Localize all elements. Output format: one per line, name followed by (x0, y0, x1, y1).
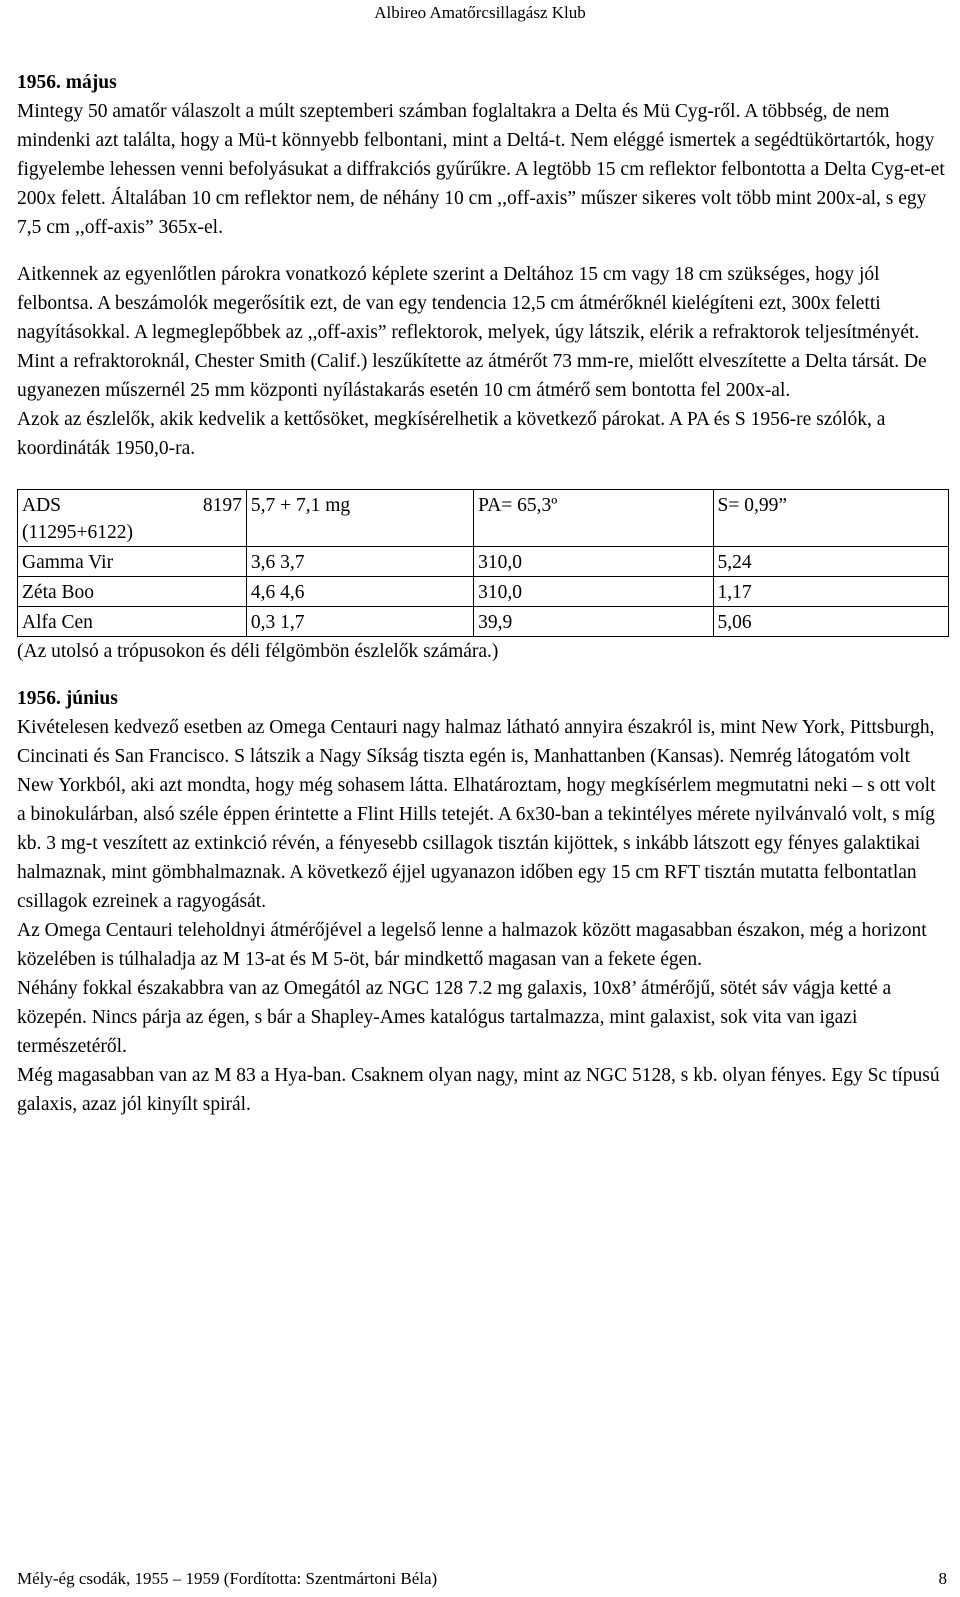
page-header (0, 2, 960, 24)
table-cell-pa: 39,9 (474, 607, 713, 637)
header-title: Albireo Amatőrcsillagász Klub (374, 3, 586, 22)
table-row (18, 577, 949, 607)
footer-text: Mély-ég csodák, 1955 – 1959 (Fordította: Szentmártoni Béla) (17, 1569, 438, 1588)
table-cell-separation: 5,24 (713, 547, 948, 577)
paragraph: Az Omega Centauri teleholdnyi átmérőjével a legelső lenne a halmazok között magasabban északon, még a horizont közelében is túlhaladja az M 13-at és M 5-öt, bár mindkettő magasan van a fekete égen. (17, 920, 927, 970)
table-cell-magnitude: 4,6 4,6 (246, 577, 473, 607)
paragraph: Még magasabban van az M 83 a Hya-ban. Csaknem olyan nagy, mint az NGC 5128, s kb. olyan fényes. Egy Sc típusú galaxis, azaz jól kinyílt spirál. (17, 1065, 940, 1115)
table-row (18, 490, 949, 547)
section-heading-june: 1956. június (17, 688, 118, 709)
table-cell-pa: 310,0 (474, 547, 713, 577)
star-catalog-number: 8197 (202, 495, 242, 516)
table-cell-pa: PA= 65,3º (474, 490, 713, 547)
paragraph: Mintegy 50 amatőr válaszolt a múlt szeptemberi számban foglaltakra a Delta és Mü Cyg-ről. A többség, de nem mindenki azt találta, hogy a Mü-t könnyebb felbontani, mint a Deltá-t. Nem eléggé ismertek a segédtükörtartók, hogy figyelembe lehessen venni befolyásukat a diffrakciós gyűrűkre. A legtöbb 15 cm reflektor felbontotta a Delta Cyg-et-et 200x felett. Általában 10 cm reflektor nem, de néhány 10 cm ,,off-axis” műszer sikeres volt több mint 200x-al, s egy 7,5 cm ,,off-axis” 365x-el. (17, 101, 945, 238)
table-cell-star (18, 490, 247, 547)
table-cell-magnitude: 5,7 + 7,1 mg (246, 490, 473, 547)
table-cell-separation: 5,06 (713, 607, 948, 637)
table-cell-star: Alfa Cen (18, 607, 247, 637)
star-coordinates: (11295+6122) (22, 522, 134, 543)
table-row (18, 607, 949, 637)
table-cell-separation: S= 0,99” (713, 490, 948, 547)
star-name: ADS (22, 495, 62, 516)
paragraph: Néhány fokkal északabbra van az Omegától az NGC 128 7.2 mg galaxis, 10x8’ átmérőjű, sötét sáv vágja ketté a közepén. Nincs párja az égen, s bár a Shapley-Ames katalógus tartalmazza, mint galaxist, sok vita van igazi természetéről. (17, 978, 892, 1057)
double-stars-table (17, 489, 949, 637)
paragraph: Azok az észlelők, akik kedvelik a kettősöket, megkísérelhetik a következő párokat. A PA és S 1956-re szólók, a koordináták 1950,0-ra. (17, 409, 886, 459)
paragraph: Kivételesen kedvező esetben az Omega Centauri nagy halmaz látható annyira északról is, mint New York, Pittsburgh, Cincinati és San Francisco. S látszik a Nagy Síkság tiszta egén is, Manhattanben (Kansas). Nemrég látogatóm volt New Yorkból, aki azt mondta, hogy még sohasem látta. Elhatároztam, hogy megkísérlem megmutatni neki – s ott volt a binokulárban, alsó széle éppen érintette a Flint Hills tetejét. A 6x30-ban a tekintélyes mérete nyilvánvaló volt, s míg kb. 3 mg-t veszített az extinkció révén, a fényesebb csillagok tisztán kijöttek, s inkább látszott egy fényes galaktikai halmaznak, mint gömbhalmaznak. A következő éjjel ugyanazon időben egy 15 cm RFT tisztán mutatta felbontatlan csillagok ezreinek a ragyogását. (17, 717, 936, 912)
table-cell-magnitude: 0,3 1,7 (246, 607, 473, 637)
table-row (18, 547, 949, 577)
page-number: 8 (938, 1569, 947, 1588)
paragraph: Aitkennek az egyenlőtlen párokra vonatkozó képlete szerint a Deltához 15 cm vagy 18 cm szükséges, hogy jól felbontsa. A beszámolók megerősítik ezt, de van egy tendencia 12,5 cm átmérőknél kielégíteni ezt, 300x feletti nagyításokkal. A legmeglepőbbek az ,,off-axis” reflektorok, melyek, úgy látszik, elérik a refraktorok teljesítményét. Mint a refraktoroknál, Chester Smith (Calif.) leszűkítette az átmérőt 73 mm-re, mielőtt elveszítette a Delta társát. De ugyanezen műszernél 25 mm központi nyílástakarás esetén 10 cm átmérő sem bontotta fel 200x-al. (17, 264, 927, 401)
section-heading-may: 1956. május (17, 72, 117, 93)
table-cell-star: Gamma Vir (18, 547, 247, 577)
document-body (17, 68, 947, 1119)
table-cell-separation: 1,17 (713, 577, 948, 607)
table-cell-pa: 310,0 (474, 577, 713, 607)
table-cell-magnitude: 3,6 3,7 (246, 547, 473, 577)
table-cell-star: Zéta Boo (18, 577, 247, 607)
table-note: (Az utolsó a trópusokon és déli félgömbön észlelők számára.) (17, 641, 499, 662)
